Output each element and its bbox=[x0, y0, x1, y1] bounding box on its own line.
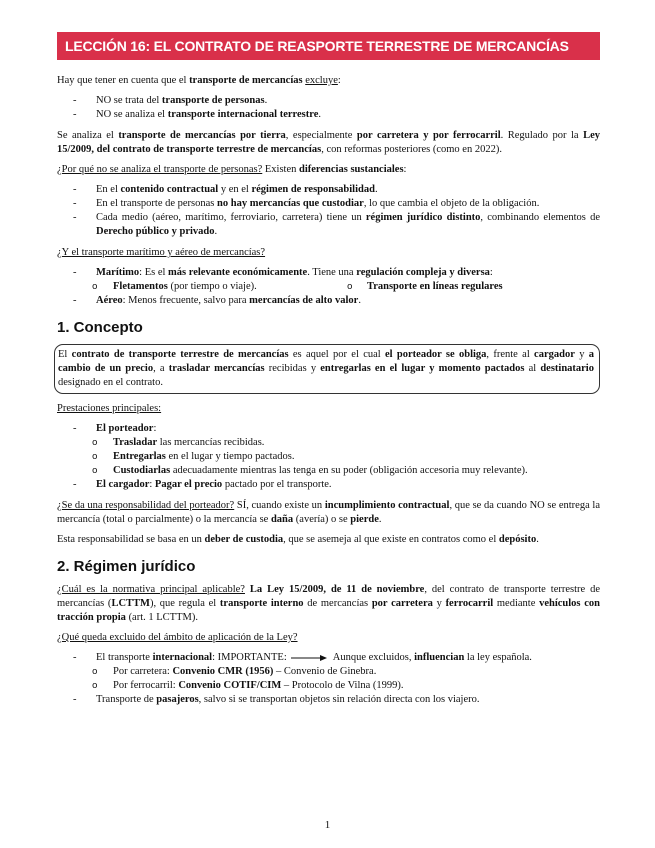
list-item: o Trasladar las mercancías recibidas. bbox=[92, 437, 265, 448]
list-item: - En el transporte de personas no hay mercancías que custodiar, lo que cambia el objeto de la obligación. bbox=[73, 198, 540, 209]
prestaciones-list bbox=[57, 422, 600, 492]
arrow-right-icon bbox=[291, 654, 327, 662]
normativa-paragraph: ¿Cuál es la normativa principal aplicable? La Ley 15/2009, de 11 de noviembre, del contrato de transporte terrestre de mercancías (LCTTM), que regula el transporte interno de mercancías por carretera y ferrocarril mediante vehículos con tracción propia (art. 1 LCTTM). bbox=[57, 584, 601, 623]
excluido-question: ¿Qué queda excluido del ámbito de aplicación de la Ley? bbox=[57, 632, 298, 643]
document-page bbox=[57, 32, 600, 714]
page-number: 1 bbox=[324, 819, 331, 831]
list-item: - NO se analiza el transporte internacional terrestre. bbox=[73, 109, 321, 120]
scope-paragraph: Se analiza el transporte de mercancías por tierra, especialmente por carretera y por ferrocarril. Regulado por la Ley 15/2009, del contrato de transporte terrestre de mercancías, con reformas posteriores (como en 2022). bbox=[57, 130, 600, 155]
list-item: - Transporte de pasajeros, salvo si se transportan objetos sin relación directa con los viajero. bbox=[73, 694, 480, 705]
list-item: o Por carretera: Convenio CMR (1956) – Convenio de Ginebra. bbox=[92, 666, 377, 677]
list-item: o Custodiarlas adecuadamente mientras las tenga en su poder (obligación accesoria muy relevante). bbox=[92, 465, 528, 476]
list-item: - El porteador: o Trasladar las mercancías recibidas. o Entregarlas en el lugar y tiempo pactados. o Custodiarlas adecuadamente mientras las tenga en su poder (obligación accesoria muy relevante). bbox=[57, 422, 600, 478]
responsabilidad-paragraph: ¿Se da una responsabilidad del porteador? SÍ, cuando existe un incumplimiento contractual, que se da cuando NO se entrega la mercancía (total o parcialmente) o la mercancía se daña (avería) o se pierde. bbox=[57, 500, 600, 525]
list-item: o Fletamentos (por tiempo o viaje). bbox=[92, 281, 257, 292]
list-item: - Marítimo: Es el más relevante económicamente. Tiene una regulación compleja y diversa: o Fletamentos (por tiempo o viaje). o Transporte en líneas regulares bbox=[57, 266, 600, 294]
section-heading-concepto: 1. Concepto bbox=[57, 319, 143, 336]
list-item: - El transporte internacional: IMPORTANTE: Aunque excluidos, influencian la ley española. o Por carretera: Convenio CMR (1956) – Convenio de Ginebra. o Por ferrocarril: Convenio COTIF/CIM – Protocolo de Vilna (1999). bbox=[57, 651, 600, 693]
custodia-paragraph: Esta responsabilidad se basa en un deber de custodia, que se asemeja al que existe en contratos como el depósito. bbox=[57, 534, 539, 545]
excluded-list bbox=[57, 651, 600, 707]
list-item: o Por ferrocarril: Convenio COTIF/CIM – Protocolo de Vilna (1999). bbox=[92, 680, 404, 691]
list-item: - Cada medio (aéreo, marítimo, ferroviario, carretera) tiene un régimen jurídico distinto, combinando elementos de Derecho público y privado. bbox=[73, 212, 600, 237]
definition-box: El contrato de transporte terrestre de mercancías es aquel por el cual el porteador se obliga, frente al cargador y a cambio de un precio, a trasladar mercancías recibidas y entregarlas en el lugar y momento pactados al destinatario designado en el contrato. bbox=[54, 344, 600, 394]
section-heading-regimen: 2. Régimen jurídico bbox=[57, 558, 196, 575]
question-maritimo: ¿Y el transporte marítimo y aéreo de mercancías? bbox=[57, 247, 266, 258]
list-item: o Transporte en líneas regulares bbox=[347, 281, 503, 292]
list-item: - Aéreo: Menos frecuente, salvo para mercancías de alto valor. bbox=[73, 295, 361, 306]
intro-paragraph: Hay que tener en cuenta que el transporte de mercancías excluye: bbox=[57, 75, 341, 86]
exclusions-list bbox=[57, 94, 600, 122]
list-item: - En el contenido contractual y en el régimen de responsabilidad. bbox=[73, 184, 378, 195]
list-item: - NO se trata del transporte de personas. bbox=[73, 95, 268, 106]
prestaciones-label: Prestaciones principales: bbox=[57, 403, 162, 414]
list-item: o Entregarlas en el lugar y tiempo pactados. bbox=[92, 451, 295, 462]
differences-list bbox=[57, 183, 600, 239]
question-personas: ¿Por qué no se analiza el transporte de personas? Existen diferencias sustanciales: bbox=[57, 164, 407, 175]
maritimo-subitems bbox=[92, 280, 600, 294]
list-item: - El cargador: Pagar el precio pactado por el transporte. bbox=[73, 479, 332, 490]
modes-list bbox=[57, 266, 600, 308]
lesson-title: LECCIÓN 16: EL CONTRATO DE REASPORTE TERRESTRE DE MERCANCÍAS bbox=[57, 32, 600, 60]
